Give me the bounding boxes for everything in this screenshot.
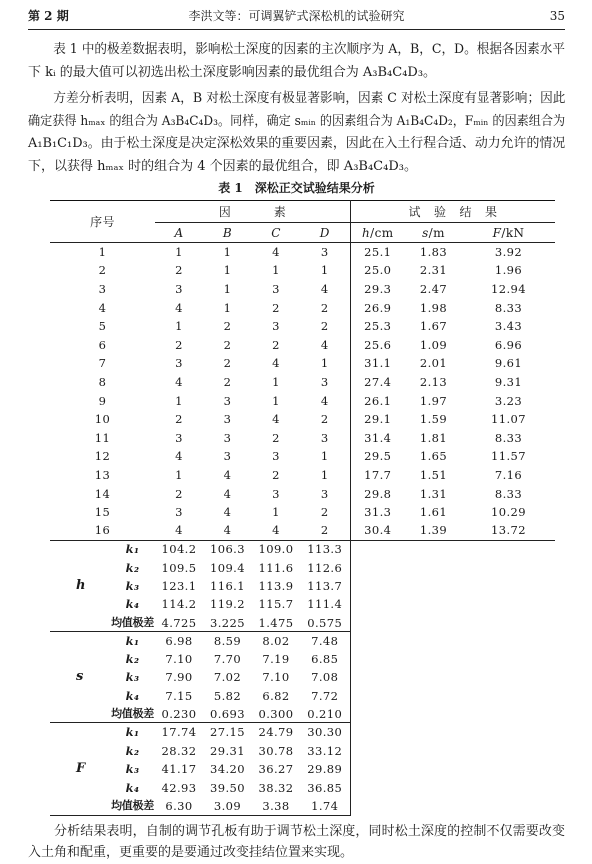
result-column-header bbox=[405, 223, 462, 243]
table-row bbox=[50, 484, 555, 503]
result-value: 9.31 bbox=[494, 374, 523, 389]
run-number: 7 bbox=[98, 356, 107, 371]
factor-level: 4 bbox=[223, 486, 232, 501]
run-number: 8 bbox=[98, 374, 107, 389]
body-paragraph bbox=[28, 39, 565, 84]
paragraph-line: 确定获得 hₘₐₓ 的组合为 A₃B₄C₄D₃。同样，确定 sₘᵢₙ 的因素组合为 A₁B₄C₄D₂，Fₘᵢₙ 的因素组合为 bbox=[28, 113, 566, 129]
analysis-value: 30.30 bbox=[307, 725, 343, 740]
result-value: 25.3 bbox=[350, 317, 405, 336]
result-value: 3.43 bbox=[494, 319, 523, 334]
run-number: 4 bbox=[98, 300, 107, 315]
body-paragraph bbox=[28, 88, 565, 178]
analysis-value: 8.59 bbox=[213, 634, 242, 649]
group-header-results: 试验结果 bbox=[350, 201, 555, 223]
factor-level: 1 bbox=[223, 281, 232, 296]
analysis-value: 7.02 bbox=[213, 670, 242, 685]
analysis-value: 3.225 bbox=[203, 614, 252, 632]
analysis-value: 39.50 bbox=[210, 780, 245, 795]
empty-cell bbox=[350, 614, 555, 632]
analysis-value: 7.72 bbox=[311, 688, 339, 703]
table-row bbox=[50, 317, 555, 336]
analysis-row bbox=[50, 779, 555, 798]
analysis-value: 1.475 bbox=[252, 614, 300, 632]
factor-level: 3 bbox=[272, 281, 280, 296]
factor-level: 1 bbox=[175, 467, 183, 482]
table-row bbox=[50, 243, 555, 262]
level-sum-label: k₃ bbox=[125, 670, 140, 685]
result-value: 29.1 bbox=[350, 410, 405, 429]
analysis-row bbox=[50, 797, 555, 816]
analysis-value: 34.20 bbox=[210, 762, 245, 777]
result-value: 1.97 bbox=[419, 393, 448, 408]
table-row bbox=[50, 410, 555, 429]
range-label: 均值极差 bbox=[110, 614, 155, 632]
factor-level: 3 bbox=[272, 486, 280, 501]
analysis-value: 7.19 bbox=[262, 652, 290, 667]
result-value: 13.72 bbox=[462, 521, 555, 540]
analysis-row bbox=[50, 632, 555, 650]
analysis-value: 113.7 bbox=[307, 578, 343, 593]
range-label: 均值极差 bbox=[110, 797, 155, 816]
empty-cell bbox=[350, 779, 555, 798]
analysis-value: 0.300 bbox=[252, 705, 300, 723]
analysis-value: 0.575 bbox=[300, 614, 350, 632]
analysis-value: 29.31 bbox=[210, 743, 245, 758]
result-value: 31.1 bbox=[350, 354, 405, 373]
factor-level: 3 bbox=[320, 245, 329, 260]
analysis-value: 123.1 bbox=[161, 578, 197, 593]
level-sum-label: k₁ bbox=[125, 634, 140, 649]
factor-level: 2 bbox=[320, 300, 329, 315]
analysis-row bbox=[50, 595, 555, 613]
factor-level: 3 bbox=[223, 393, 232, 408]
factor-level: 2 bbox=[272, 337, 280, 352]
run-number: 12 bbox=[94, 449, 111, 464]
result-unit: /m bbox=[428, 225, 445, 240]
range-label: 均值极差 bbox=[110, 705, 155, 723]
factor-level: 1 bbox=[272, 393, 280, 408]
factor-level: 1 bbox=[272, 263, 280, 278]
run-number: 14 bbox=[94, 486, 111, 501]
analysis-row bbox=[50, 668, 555, 686]
factor-column-header: D bbox=[300, 223, 350, 243]
level-sum-label: k₂ bbox=[125, 560, 140, 575]
page-number: 35 bbox=[549, 9, 565, 23]
table-row bbox=[50, 335, 555, 354]
level-sum-label: k₄ bbox=[125, 688, 140, 703]
factor-level: 2 bbox=[223, 337, 232, 352]
table-row bbox=[50, 503, 555, 522]
factor-level: 1 bbox=[320, 467, 329, 482]
factor-level: 3 bbox=[272, 319, 280, 334]
result-value: 1.31 bbox=[419, 486, 448, 501]
analysis-row bbox=[50, 705, 555, 723]
factor-level: 2 bbox=[175, 412, 183, 427]
result-value: 26.1 bbox=[350, 391, 405, 410]
run-number: 9 bbox=[98, 393, 107, 408]
level-sum-label: k₄ bbox=[125, 597, 140, 612]
table-row bbox=[50, 261, 555, 280]
table-row bbox=[50, 280, 555, 299]
analysis-value: 6.82 bbox=[262, 688, 290, 703]
result-value: 10.29 bbox=[491, 505, 526, 520]
result-value: 9.61 bbox=[494, 356, 523, 371]
table-row bbox=[50, 447, 555, 466]
analysis-value: 27.15 bbox=[210, 725, 245, 740]
level-sum-label: k₄ bbox=[125, 780, 140, 795]
empty-cell bbox=[350, 705, 555, 723]
factor-level: 4 bbox=[223, 505, 232, 520]
header-rule bbox=[28, 29, 565, 30]
results-table bbox=[50, 200, 555, 816]
empty-cell bbox=[350, 723, 555, 742]
analysis-value: 17.74 bbox=[161, 725, 197, 740]
analysis-value: 6.30 bbox=[155, 797, 203, 816]
table-row bbox=[50, 428, 555, 447]
factor-level: 3 bbox=[175, 356, 183, 371]
analysis-value: 0.210 bbox=[300, 705, 350, 723]
factor-level: 3 bbox=[272, 449, 280, 464]
analysis-value: 111.6 bbox=[258, 560, 294, 575]
result-value: 1.65 bbox=[419, 449, 448, 464]
run-number: 2 bbox=[98, 263, 107, 278]
paragraph-line: 入土角和配重，更重要的是要通过改变挂结位置来实现。 bbox=[28, 845, 354, 860]
result-value: 1.09 bbox=[419, 337, 448, 352]
conclusion-paragraph bbox=[28, 821, 565, 863]
analysis-value: 112.6 bbox=[307, 560, 343, 575]
factor-level: 4 bbox=[155, 521, 203, 540]
running-title: 李洪文等：可调翼铲式深松机的试验研究 bbox=[188, 9, 405, 23]
analysis-value: 113.9 bbox=[258, 578, 294, 593]
factor-level: 4 bbox=[272, 412, 280, 427]
analysis-value: 42.93 bbox=[161, 780, 197, 795]
table-header-row bbox=[50, 201, 555, 223]
analysis-value: 109.5 bbox=[161, 560, 197, 575]
empty-cell bbox=[350, 540, 555, 558]
result-value: 25.1 bbox=[350, 243, 405, 262]
factor-level: 4 bbox=[175, 374, 183, 389]
run-number: 10 bbox=[94, 412, 111, 427]
factor-level: 3 bbox=[223, 430, 232, 445]
result-unit: /cm bbox=[370, 225, 394, 240]
factor-level: 4 bbox=[272, 356, 280, 371]
level-sum-label: k₁ bbox=[125, 542, 140, 557]
factor-level: 1 bbox=[175, 393, 183, 408]
analysis-value: 6.85 bbox=[311, 652, 339, 667]
result-value: 6.96 bbox=[494, 337, 523, 352]
analysis-variable: F bbox=[50, 723, 110, 816]
factor-level: 3 bbox=[320, 430, 329, 445]
result-value: 3.92 bbox=[494, 245, 523, 260]
analysis-value: 7.10 bbox=[165, 652, 193, 667]
empty-cell bbox=[350, 650, 555, 668]
analysis-row bbox=[50, 760, 555, 779]
factor-column-header: A bbox=[155, 223, 203, 243]
factor-level: 1 bbox=[223, 245, 232, 260]
analysis-value: 7.90 bbox=[165, 670, 193, 685]
run-number: 5 bbox=[98, 319, 107, 334]
empty-cell bbox=[350, 741, 555, 760]
run-number: 16 bbox=[50, 521, 155, 540]
factor-level: 2 bbox=[223, 374, 232, 389]
factor-level: 2 bbox=[320, 319, 329, 334]
result-value: 26.9 bbox=[350, 298, 405, 317]
result-value: 1.39 bbox=[405, 521, 462, 540]
empty-cell bbox=[350, 760, 555, 779]
empty-cell bbox=[350, 632, 555, 650]
analysis-value: 6.98 bbox=[165, 634, 193, 649]
analysis-value: 1.74 bbox=[300, 797, 350, 816]
factor-level: 2 bbox=[272, 430, 280, 445]
run-number: 3 bbox=[98, 281, 107, 296]
analysis-value: 4.725 bbox=[155, 614, 203, 632]
result-value: 8.33 bbox=[494, 300, 523, 315]
analysis-row bbox=[50, 741, 555, 760]
paragraph-line: 表 1 中的极差数据表明，影响松土深度的因素的主次顺序为 A，B，C，D。根据各因素水平 bbox=[53, 42, 565, 57]
empty-cell bbox=[350, 577, 555, 595]
run-number: 13 bbox=[94, 467, 111, 482]
analysis-value: 38.32 bbox=[258, 780, 294, 795]
result-value: 11.07 bbox=[491, 412, 526, 427]
factor-level: 1 bbox=[175, 245, 183, 260]
factor-level: 1 bbox=[175, 319, 183, 334]
factor-level: 4 bbox=[272, 245, 280, 260]
group-header-factors: 因素 bbox=[155, 201, 350, 223]
analysis-value: 115.7 bbox=[258, 597, 294, 612]
run-number: 1 bbox=[98, 245, 107, 260]
run-number: 6 bbox=[98, 337, 107, 352]
paragraph-line: 下，以获得 hₘₐₓ 时的组合为 4 个因素的最优组合，即 A₃B₄C₄D₃。 bbox=[28, 158, 417, 174]
factor-level: 3 bbox=[175, 430, 183, 445]
factor-level: 3 bbox=[223, 449, 232, 464]
analysis-value: 111.4 bbox=[307, 597, 343, 612]
table-caption: 表 1 深松正交试验结果分析 bbox=[218, 181, 375, 195]
result-value: 29.8 bbox=[350, 484, 405, 503]
analysis-row bbox=[50, 540, 555, 558]
factor-level: 2 bbox=[223, 356, 232, 371]
table-row bbox=[50, 298, 555, 317]
factor-level: 2 bbox=[300, 521, 350, 540]
factor-level: 4 bbox=[252, 521, 300, 540]
result-value: 27.4 bbox=[350, 373, 405, 392]
result-value: 1.98 bbox=[419, 300, 448, 315]
analysis-value: 5.82 bbox=[213, 688, 242, 703]
analysis-value: 0.693 bbox=[203, 705, 252, 723]
analysis-value: 7.15 bbox=[165, 688, 193, 703]
factor-column-header: B bbox=[203, 223, 252, 243]
level-sum-label: k₃ bbox=[125, 578, 140, 593]
running-header bbox=[28, 7, 565, 25]
result-value: 1.96 bbox=[494, 263, 523, 278]
result-value: 1.51 bbox=[419, 467, 448, 482]
result-value: 2.01 bbox=[419, 356, 448, 371]
result-value: 8.33 bbox=[494, 486, 523, 501]
factor-level: 1 bbox=[320, 356, 329, 371]
result-value: 25.6 bbox=[350, 335, 405, 354]
result-value: 30.4 bbox=[350, 521, 405, 540]
analysis-value: 113.3 bbox=[307, 542, 343, 557]
analysis-row bbox=[50, 614, 555, 632]
analysis-value: 8.02 bbox=[262, 634, 290, 649]
empty-cell bbox=[350, 558, 555, 576]
factor-column-header: C bbox=[252, 223, 300, 243]
empty-cell bbox=[350, 687, 555, 705]
empty-cell bbox=[350, 595, 555, 613]
result-column-header bbox=[350, 223, 405, 243]
factor-level: 2 bbox=[223, 319, 232, 334]
result-value: 29.5 bbox=[350, 447, 405, 466]
result-value: 1.61 bbox=[419, 505, 448, 520]
paragraph-line: 方差分析表明，因素 A，B 对松土深度有极显著影响，因素 C 对松土深度有显著影响；因此 bbox=[53, 91, 566, 106]
factor-level: 2 bbox=[272, 300, 280, 315]
result-value: 1.59 bbox=[419, 412, 448, 427]
paragraph-line: A₁B₁C₁D₃。由于松土深度是决定深松效果的重要因素，因此在入土行程合适、动力允许的情况 bbox=[28, 136, 566, 151]
analysis-value: 109.0 bbox=[258, 542, 294, 557]
result-value: 29.3 bbox=[350, 280, 405, 299]
empty-cell bbox=[350, 668, 555, 686]
issue-number: 第 2 期 bbox=[28, 9, 69, 23]
factor-level: 4 bbox=[320, 393, 329, 408]
result-value: 8.33 bbox=[494, 430, 523, 445]
factor-level: 4 bbox=[320, 281, 329, 296]
analysis-variable: s bbox=[50, 632, 110, 723]
table-row bbox=[50, 466, 555, 485]
table-row bbox=[50, 521, 555, 540]
result-column-header bbox=[462, 223, 555, 243]
factor-level: 4 bbox=[175, 449, 183, 464]
analysis-value: 7.48 bbox=[311, 634, 339, 649]
analysis-value: 116.1 bbox=[210, 578, 245, 593]
level-sum-label: k₂ bbox=[125, 743, 140, 758]
factor-level: 1 bbox=[320, 449, 329, 464]
result-value: 2.13 bbox=[419, 374, 448, 389]
analysis-row bbox=[50, 577, 555, 595]
analysis-row bbox=[50, 687, 555, 705]
result-value: 12.94 bbox=[491, 281, 526, 296]
analysis-value: 106.3 bbox=[210, 542, 245, 557]
analysis-value: 36.27 bbox=[258, 762, 294, 777]
factor-level: 4 bbox=[223, 467, 232, 482]
analysis-value: 0.230 bbox=[155, 705, 203, 723]
factor-level: 4 bbox=[175, 300, 183, 315]
result-value: 17.7 bbox=[350, 466, 405, 485]
factor-level: 3 bbox=[320, 486, 329, 501]
analysis-value: 3.38 bbox=[252, 797, 300, 816]
factor-level: 4 bbox=[320, 337, 329, 352]
factor-level: 2 bbox=[175, 337, 183, 352]
analysis-value: 114.2 bbox=[161, 597, 197, 612]
analysis-value: 3.09 bbox=[203, 797, 252, 816]
level-sum-label: k₁ bbox=[125, 725, 140, 740]
level-sum-label: k₃ bbox=[125, 762, 140, 777]
factor-level: 3 bbox=[175, 281, 183, 296]
paragraph-line: 下 kᵢ 的最大值可以初选出松土深度影响因素的最优组合为 A₃B₄C₄D₃。 bbox=[28, 64, 437, 80]
analysis-row bbox=[50, 558, 555, 576]
result-value: 7.16 bbox=[494, 467, 523, 482]
factor-level: 2 bbox=[320, 412, 329, 427]
factor-level: 3 bbox=[320, 374, 329, 389]
result-value: 11.57 bbox=[491, 449, 526, 464]
result-symbol: F bbox=[492, 225, 502, 240]
factor-level: 4 bbox=[203, 521, 252, 540]
result-value: 1.81 bbox=[419, 430, 448, 445]
analysis-value: 7.08 bbox=[311, 670, 339, 685]
analysis-value: 109.4 bbox=[210, 560, 245, 575]
result-symbol: h bbox=[362, 225, 371, 240]
factor-level: 2 bbox=[320, 505, 329, 520]
result-value: 3.23 bbox=[494, 393, 523, 408]
run-number: 15 bbox=[94, 505, 111, 520]
analysis-variable: h bbox=[50, 540, 110, 632]
paragraph-line: 分析结果表明，自制的调节孔板有助于调节松土深度，同时松土深度的控制不仅需要改变 bbox=[54, 824, 565, 839]
factor-level: 1 bbox=[320, 263, 329, 278]
result-value: 2.31 bbox=[419, 263, 448, 278]
table-row bbox=[50, 391, 555, 410]
table-body bbox=[50, 201, 555, 816]
result-value: 25.0 bbox=[350, 261, 405, 280]
factor-level: 1 bbox=[223, 263, 232, 278]
column-header-index: 序号 bbox=[50, 201, 155, 243]
analysis-value: 28.32 bbox=[161, 743, 197, 758]
analysis-row bbox=[50, 723, 555, 742]
result-symbol: s bbox=[422, 225, 429, 240]
analysis-value: 36.85 bbox=[307, 780, 343, 795]
result-value: 31.3 bbox=[350, 503, 405, 522]
empty-cell bbox=[350, 797, 555, 816]
factor-level: 2 bbox=[175, 263, 183, 278]
factor-level: 1 bbox=[272, 374, 280, 389]
result-value: 1.83 bbox=[419, 245, 448, 260]
analysis-value: 29.89 bbox=[307, 762, 343, 777]
level-sum-label: k₂ bbox=[125, 652, 140, 667]
result-unit: /kN bbox=[501, 225, 525, 240]
analysis-value: 41.17 bbox=[161, 762, 197, 777]
analysis-value: 24.79 bbox=[258, 725, 294, 740]
factor-level: 2 bbox=[272, 467, 280, 482]
result-value: 1.67 bbox=[419, 319, 448, 334]
table-row bbox=[50, 354, 555, 373]
factor-level: 3 bbox=[175, 505, 183, 520]
factor-level: 1 bbox=[223, 300, 232, 315]
analysis-row bbox=[50, 650, 555, 668]
factor-level: 2 bbox=[175, 486, 183, 501]
analysis-value: 7.70 bbox=[213, 652, 242, 667]
factor-level: 1 bbox=[272, 505, 280, 520]
result-value: 31.4 bbox=[350, 428, 405, 447]
analysis-value: 7.10 bbox=[262, 670, 290, 685]
run-number: 11 bbox=[94, 430, 111, 445]
factor-level: 3 bbox=[223, 412, 232, 427]
analysis-value: 33.12 bbox=[307, 743, 343, 758]
analysis-value: 30.78 bbox=[258, 743, 294, 758]
table-row bbox=[50, 373, 555, 392]
analysis-value: 104.2 bbox=[161, 542, 197, 557]
result-value: 2.47 bbox=[419, 281, 448, 296]
analysis-value: 119.2 bbox=[210, 597, 245, 612]
